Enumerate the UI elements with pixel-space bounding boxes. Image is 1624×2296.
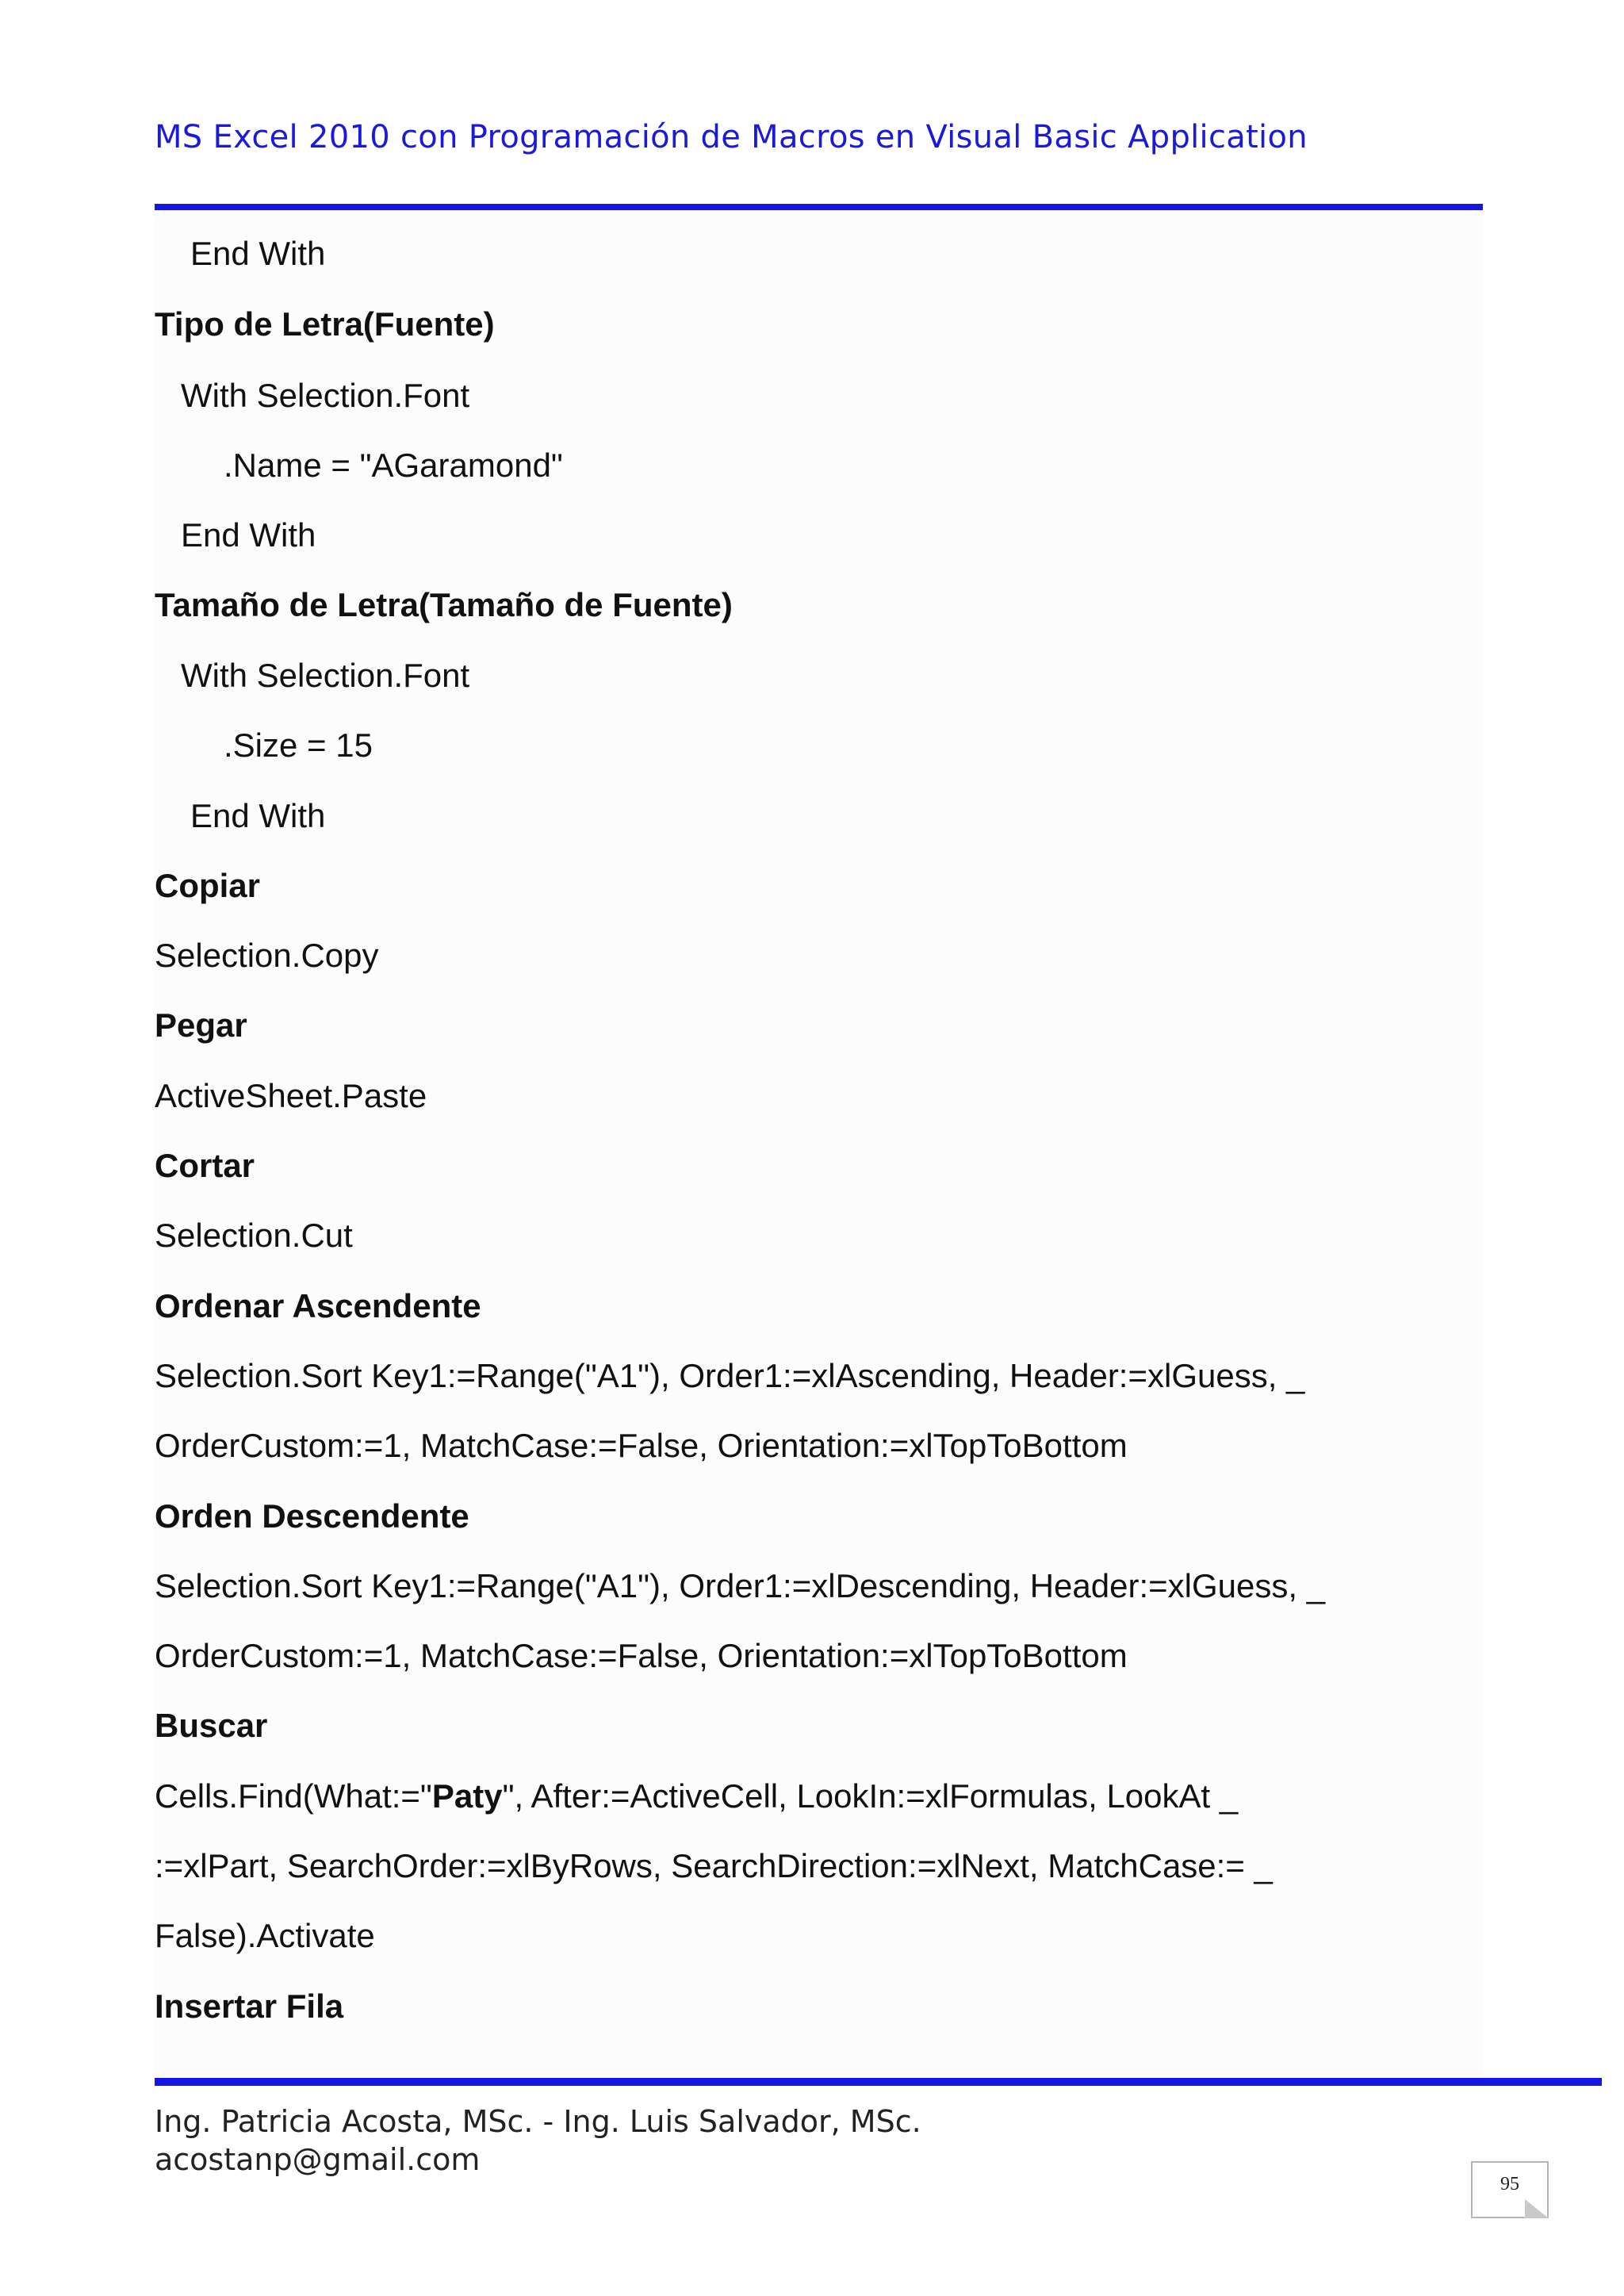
code-line: ActiveSheet.Paste bbox=[155, 1077, 427, 1114]
footer-authors: Ing. Patricia Acosta, MSc. - Ing. Luis Salvador, MSc. bbox=[155, 2104, 921, 2139]
footer-email: acostanp@gmail.com bbox=[155, 2142, 481, 2177]
code-line: :=xlPart, SearchOrder:=xlByRows, SearchDirection:=xlNext, MatchCase:= _ bbox=[155, 1847, 1273, 1884]
section-heading: Tipo de Letra(Fuente) bbox=[155, 305, 495, 343]
code-line: Selection.Copy bbox=[155, 937, 379, 974]
code-line-find bbox=[155, 1777, 1238, 1816]
code-line: With Selection.Font bbox=[181, 657, 470, 694]
page-curl-icon bbox=[1525, 2199, 1549, 2218]
section-heading: Copiar bbox=[155, 867, 261, 904]
document-header-title: MS Excel 2010 con Programación de Macros en Visual Basic Application bbox=[155, 119, 1308, 155]
code-line: OrderCustom:=1, MatchCase:=False, Orientation:=xlTopToBottom bbox=[155, 1637, 1128, 1674]
section-heading: Tamaño de Letra(Tamaño de Fuente) bbox=[155, 586, 733, 623]
section-heading: Cortar bbox=[155, 1147, 255, 1184]
header-rule bbox=[155, 204, 1483, 210]
section-heading: Insertar Fila bbox=[155, 1987, 344, 2025]
code-text: Cells.Find(What:=" bbox=[155, 1777, 432, 1815]
code-line: End With bbox=[190, 235, 326, 272]
code-line: False).Activate bbox=[155, 1917, 375, 1954]
code-line: Selection.Sort Key1:=Range("A1"), Order1:=xlDescending, Header:=xlGuess, _ bbox=[155, 1567, 1326, 1604]
page-number-box bbox=[1471, 2161, 1549, 2218]
code-line: OrderCustom:=1, MatchCase:=False, Orientation:=xlTopToBottom bbox=[155, 1427, 1128, 1464]
section-heading: Ordenar Ascendente bbox=[155, 1287, 481, 1324]
code-line: End With bbox=[181, 516, 316, 554]
search-term: Paty bbox=[431, 1777, 503, 1815]
code-line: With Selection.Font bbox=[181, 377, 470, 414]
section-heading: Buscar bbox=[155, 1707, 268, 1744]
code-line: End With bbox=[190, 797, 326, 834]
code-text: ", After:=ActiveCell, LookIn:=xlFormulas, LookAt _ bbox=[502, 1777, 1239, 1815]
code-line: .Size = 15 bbox=[224, 726, 373, 764]
code-line: Selection.Sort Key1:=Range("A1"), Order1:=xlAscending, Header:=xlGuess, _ bbox=[155, 1357, 1305, 1394]
footer-rule bbox=[155, 2078, 1602, 2086]
section-heading: Orden Descendente bbox=[155, 1497, 469, 1535]
page-number: 95 bbox=[1500, 2174, 1519, 2194]
code-line: .Name = "AGaramond" bbox=[224, 447, 563, 484]
section-heading: Pegar bbox=[155, 1006, 247, 1044]
code-line: Selection.Cut bbox=[155, 1217, 353, 1254]
